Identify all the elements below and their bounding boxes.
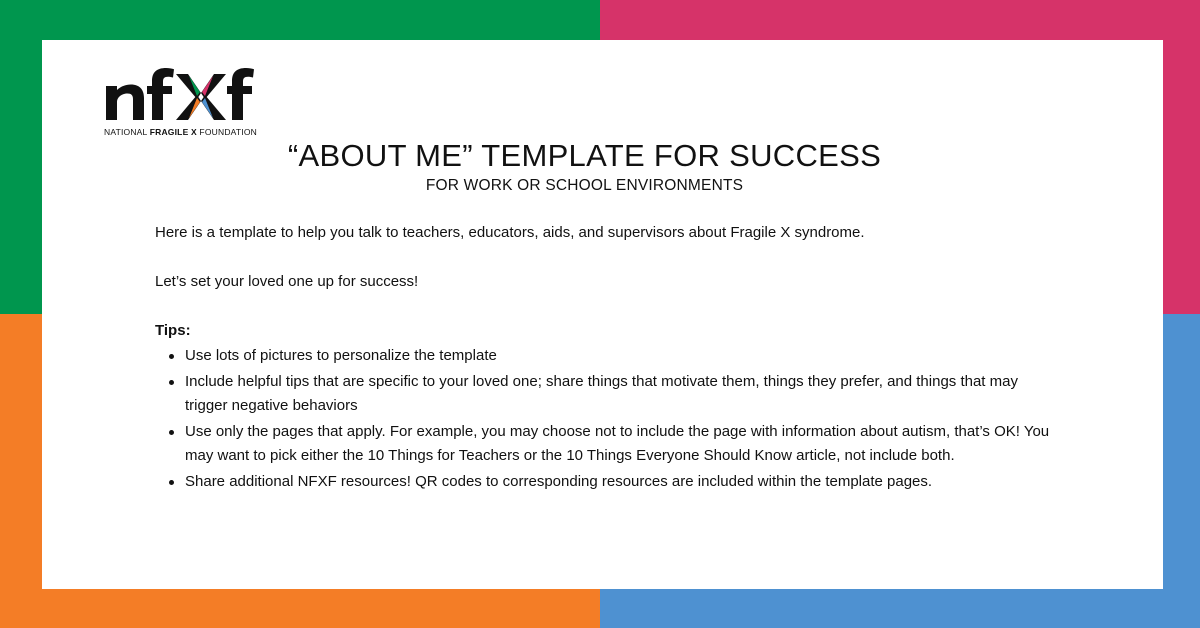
nfxf-logo (104, 66, 274, 138)
tip-item: Use only the pages that apply. For example, you may choose not to include the page with information about autism, that’s OK! You may want to pick either the 10 Things for Teachers or the 10 Things Everyone Should Know article, not include both. (155, 420, 1055, 469)
tip-item: Use lots of pictures to personalize the template (155, 344, 1055, 369)
content-card (42, 40, 1163, 589)
logo-caption: NATIONAL FRAGILE X FOUNDATION (104, 127, 257, 137)
nfxf-logo-mark (104, 66, 274, 124)
tip-item: Include helpful tips that are specific to your loved one; share things that motivate them, things they prefer, and things that may trigger negative behaviors (155, 370, 1055, 419)
page-subtitle: FOR WORK OR SCHOOL ENVIRONMENTS (425, 177, 744, 194)
intro-paragraph: Here is a template to help you talk to teachers, educators, aids, and supervisors about Fragile X syndrome. (155, 224, 865, 241)
page-title: “ABOUT ME” TEMPLATE FOR SUCCESS (287, 138, 882, 173)
tips-heading: Tips: (155, 322, 191, 339)
tips-list (155, 344, 1055, 495)
motto-paragraph: Let’s set your loved one up for success! (155, 273, 419, 290)
tip-item: Share additional NFXF resources! QR codes to corresponding resources are included within the template pages. (155, 470, 1055, 495)
